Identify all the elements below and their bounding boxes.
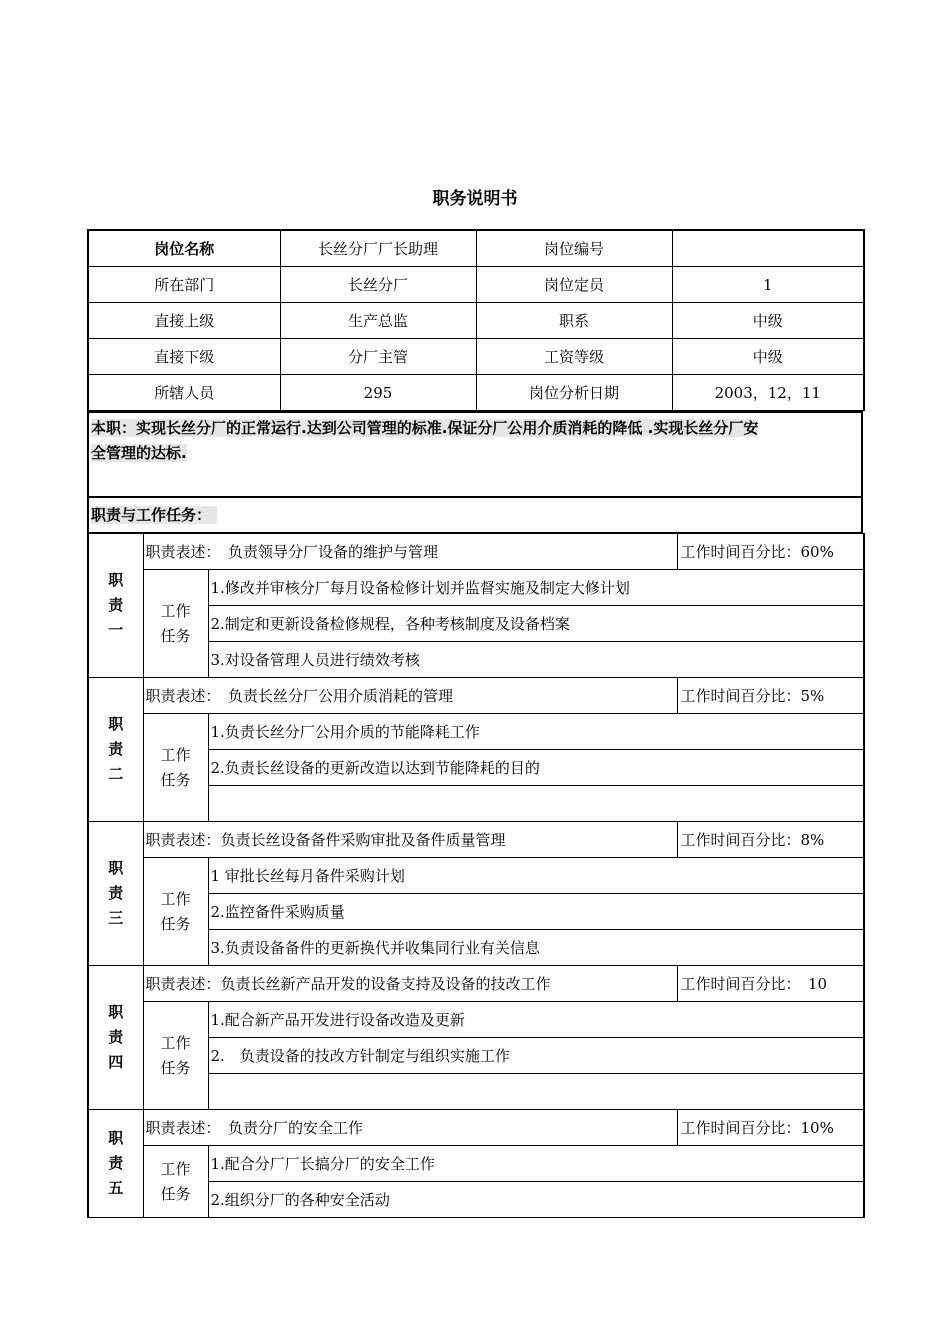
duty-task-row bbox=[88, 714, 864, 750]
task-label: 工作 任务 bbox=[143, 858, 208, 966]
duty-description: 职责表述： 负责长丝分厂公用介质消耗的管理 bbox=[143, 678, 677, 714]
info-cell: 2003，12，11 bbox=[672, 375, 864, 411]
task-label: 工作 任务 bbox=[143, 1146, 208, 1218]
info-cell: 岗位分析日期 bbox=[476, 375, 672, 411]
info-cell: 工资等级 bbox=[476, 339, 672, 375]
duty-time-percent: 工作时间百分比：8% bbox=[677, 822, 864, 858]
info-cell: 岗位定员 bbox=[476, 267, 672, 303]
info-cell: 所在部门 bbox=[88, 267, 280, 303]
duty-description: 职责表述： 负责分厂的安全工作 bbox=[143, 1110, 677, 1146]
duty-label: 职 责 三 bbox=[88, 822, 143, 966]
info-row bbox=[88, 375, 864, 411]
task-item: 2.负责长丝设备的更新改造以达到节能降耗的目的 bbox=[208, 750, 864, 786]
duty-desc-row bbox=[88, 678, 864, 714]
info-cell: 岗位编号 bbox=[476, 230, 672, 267]
info-cell: 所辖人员 bbox=[88, 375, 280, 411]
duty-label: 职 责 一 bbox=[88, 534, 143, 678]
info-cell: 直接上级 bbox=[88, 303, 280, 339]
info-row bbox=[88, 230, 864, 267]
duty-time-percent: 工作时间百分比：10% bbox=[677, 1110, 864, 1146]
duty-task-row bbox=[88, 1002, 864, 1038]
duty-desc-row bbox=[88, 1110, 864, 1146]
duty-desc-row bbox=[88, 534, 864, 570]
duty-label: 职 责 五 bbox=[88, 1110, 143, 1218]
duties-body bbox=[88, 534, 864, 1218]
info-cell: 中级 bbox=[672, 303, 864, 339]
duty-task-row bbox=[88, 570, 864, 606]
info-cell: 中级 bbox=[672, 339, 864, 375]
task-item: 3.负责设备备件的更新换代并收集同行业有关信息 bbox=[208, 930, 864, 966]
info-cell: 直接下级 bbox=[88, 339, 280, 375]
duties-header-text: 职责与工作任务： bbox=[91, 506, 217, 524]
task-item: 3.对设备管理人员进行绩效考核 bbox=[208, 642, 864, 678]
duties-table bbox=[87, 533, 865, 1218]
job-description-sheet bbox=[87, 229, 863, 1218]
info-body bbox=[88, 230, 864, 411]
info-cell bbox=[672, 230, 864, 267]
duty-task-row bbox=[88, 858, 864, 894]
summary-cell bbox=[88, 412, 862, 497]
duty-label: 职 责 四 bbox=[88, 966, 143, 1110]
summary-line-1: 本职：实现长丝分厂的正常运行.达到公司管理的标准.保证分厂公用介质消耗的降低 .实现长丝分厂安 bbox=[91, 419, 759, 437]
info-row bbox=[88, 303, 864, 339]
task-label: 工作 任务 bbox=[143, 1002, 208, 1110]
task-item: 2. 负责设备的技改方针制定与组织实施工作 bbox=[208, 1038, 864, 1074]
task-item: 2.组织分厂的各种安全活动 bbox=[208, 1182, 864, 1218]
duty-description: 职责表述： 负责领导分厂设备的维护与管理 bbox=[143, 534, 677, 570]
task-item: 1 审批长丝每月备件采购计划 bbox=[208, 858, 864, 894]
info-cell: 长丝分厂厂长助理 bbox=[280, 230, 476, 267]
page-title: 职务说明书 bbox=[432, 189, 518, 209]
task-item bbox=[208, 786, 864, 822]
task-item: 1.配合分厂厂长搞分厂的安全工作 bbox=[208, 1146, 864, 1182]
duty-desc-row bbox=[88, 822, 864, 858]
duty-desc-row bbox=[88, 966, 864, 1002]
task-item: 1.修改并审核分厂每月设备检修计划并监督实施及制定大修计划 bbox=[208, 570, 864, 606]
task-label: 工作 任务 bbox=[143, 570, 208, 678]
info-cell: 职系 bbox=[476, 303, 672, 339]
info-row bbox=[88, 267, 864, 303]
info-table bbox=[87, 229, 865, 411]
duty-label: 职 责 二 bbox=[88, 678, 143, 822]
duty-time-percent: 工作时间百分比：60% bbox=[677, 534, 864, 570]
task-item: 2.制定和更新设备检修规程，各种考核制度及设备档案 bbox=[208, 606, 864, 642]
info-cell: 分厂主管 bbox=[280, 339, 476, 375]
duty-description: 职责表述：负责长丝新产品开发的设备支持及设备的技改工作 bbox=[143, 966, 677, 1002]
duty-time-percent: 工作时间百分比：5% bbox=[677, 678, 864, 714]
task-item: 2.监控备件采购质量 bbox=[208, 894, 864, 930]
duty-task-row bbox=[88, 1146, 864, 1182]
task-item: 1.负责长丝分厂公用介质的节能降耗工作 bbox=[208, 714, 864, 750]
task-item: 1.配合新产品开发进行设备改造及更新 bbox=[208, 1002, 864, 1038]
duty-time-percent: 工作时间百分比： 10 bbox=[677, 966, 864, 1002]
summary-table bbox=[87, 411, 863, 533]
info-cell: 295 bbox=[280, 375, 476, 411]
task-label: 工作 任务 bbox=[143, 714, 208, 822]
task-item bbox=[208, 1074, 864, 1110]
info-row bbox=[88, 339, 864, 375]
duties-header bbox=[88, 497, 862, 533]
info-cell: 1 bbox=[672, 267, 864, 303]
info-cell: 长丝分厂 bbox=[280, 267, 476, 303]
summary-line-2: 全管理的达标. bbox=[91, 444, 187, 462]
info-cell: 生产总监 bbox=[280, 303, 476, 339]
info-cell: 岗位名称 bbox=[88, 230, 280, 267]
duty-description: 职责表述：负责长丝设备备件采购审批及备件质量管理 bbox=[143, 822, 677, 858]
